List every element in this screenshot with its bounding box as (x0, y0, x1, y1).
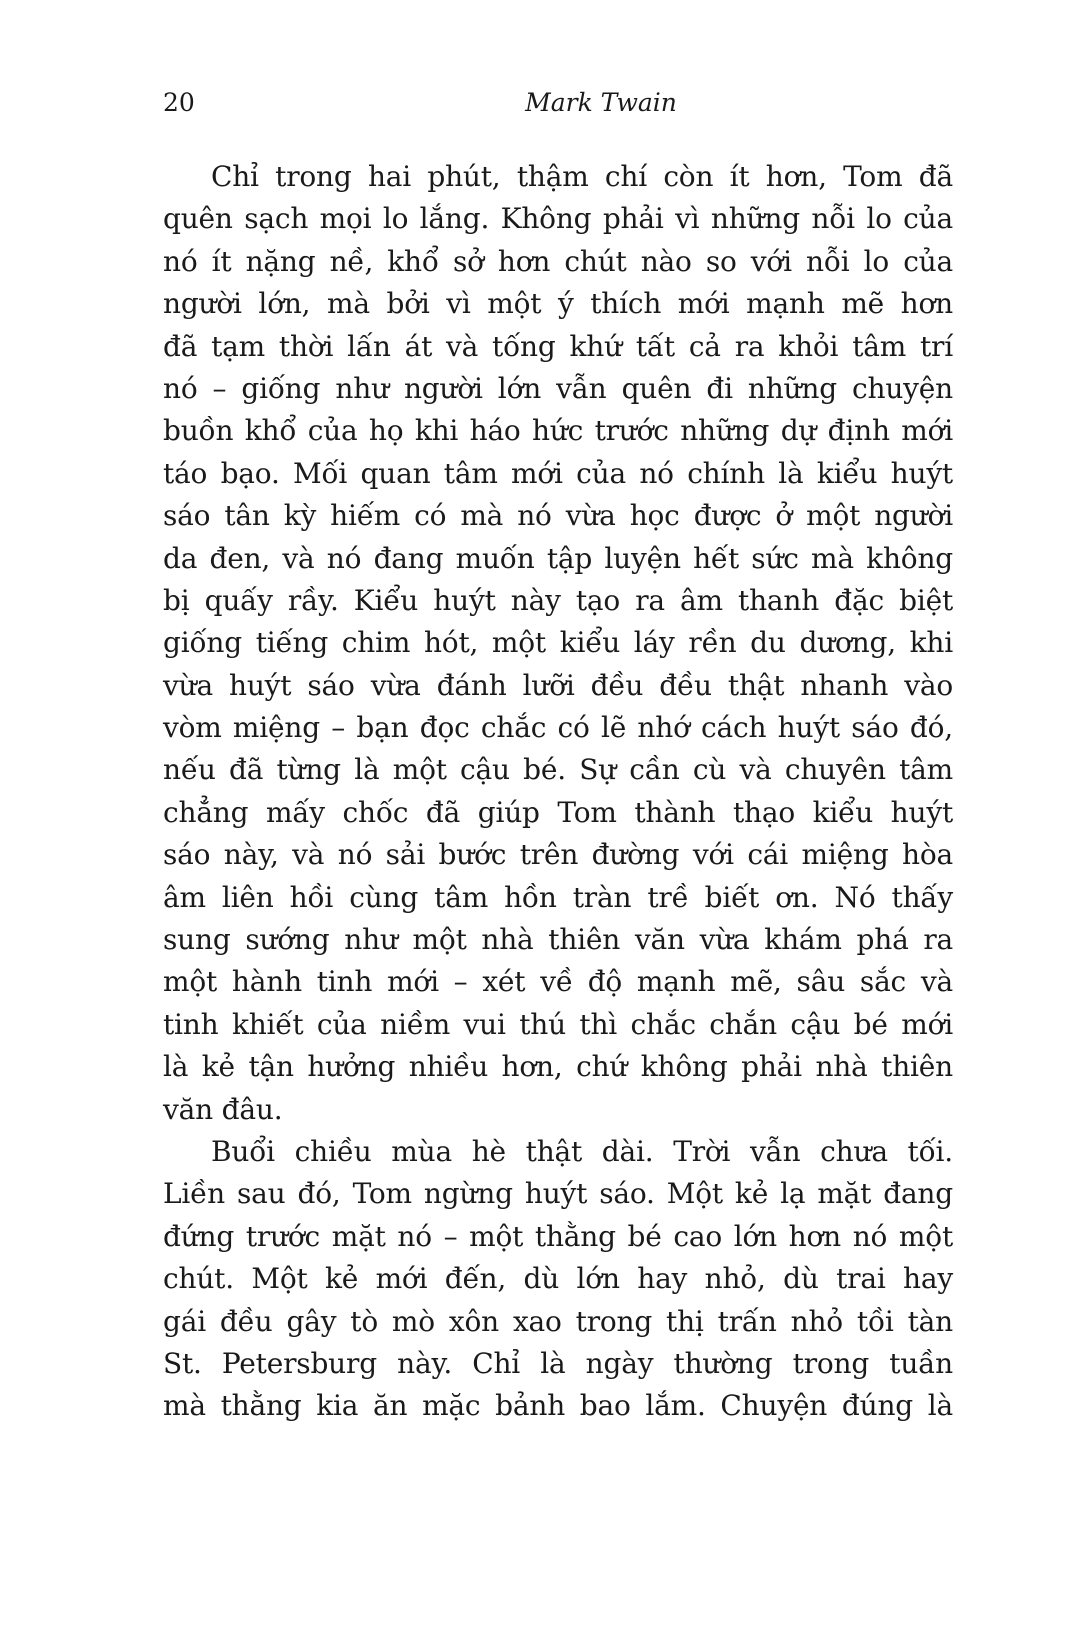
paragraph-1 (163, 156, 953, 1131)
body-text (163, 156, 953, 1428)
text-line: sáo này, và nó sải bước trên đường với cái miệng hòa (163, 838, 953, 872)
text-line: tinh khiết của niềm vui thú thì chắc chắn cậu bé mới (163, 1007, 953, 1041)
text-line: nếu đã từng là một cậu bé. Sự cần cù và chuyên tâm (163, 753, 953, 787)
text-line: âm liên hồi cùng tâm hồn tràn trề biết ơn. Nó thấy (163, 880, 953, 914)
text-line: chút. Một kẻ mới đến, dù lớn hay nhỏ, dù trai hay (163, 1262, 953, 1296)
text-line: một hành tinh mới – xét về độ mạnh mẽ, sâu sắc và (163, 965, 953, 999)
text-line: bị quấy rầy. Kiểu huýt này tạo ra âm thanh đặc biệt (163, 583, 953, 617)
text-line: chẳng mấy chốc đã giúp Tom thành thạo kiểu huýt (163, 795, 953, 829)
text-line: gái đều gây tò mò xôn xao trong thị trấn nhỏ tồi tàn (163, 1304, 953, 1338)
page-header (163, 88, 959, 124)
text-line: sáo tân kỳ hiếm có mà nó vừa học được ở một người (163, 499, 953, 533)
running-title: Mark Twain (525, 88, 677, 117)
text-line: Liền sau đó, Tom ngừng huýt sáo. Một kẻ lạ mặt đang (163, 1177, 953, 1211)
text-line: St. Petersburg này. Chỉ là ngày thường trong tuần (163, 1346, 953, 1380)
text-line: táo bạo. Mối quan tâm mới của nó chính là kiểu huýt (163, 456, 953, 490)
paragraph-2 (163, 1131, 953, 1428)
text-line: vừa huýt sáo vừa đánh lưỡi đều đều thật nhanh vào (163, 668, 953, 702)
text-line: quên sạch mọi lo lắng. Không phải vì những nỗi lo của (163, 202, 953, 236)
text-line: da đen, và nó đang muốn tập luyện hết sức mà không (163, 541, 953, 575)
text-line: Buổi chiều mùa hè thật dài. Trời vẫn chưa tối. (211, 1134, 953, 1168)
text-line: nó – giống như người lớn vẫn quên đi những chuyện (163, 371, 953, 405)
text-line: giống tiếng chim hót, một kiểu láy rền du dương, khi (163, 626, 953, 660)
text-line: Chỉ trong hai phút, thậm chí còn ít hơn, Tom đã (211, 160, 953, 193)
text-line: đã tạm thời lấn át và tống khứ tất cả ra khỏi tâm trí (163, 329, 953, 363)
text-line: nó ít nặng nề, khổ sở hơn chút nào so với nỗi lo của (163, 244, 953, 278)
text-line: vòm miệng – bạn đọc chắc có lẽ nhớ cách huýt sáo đó, (163, 711, 953, 745)
text-line: đứng trước mặt nó – một thằng bé cao lớn hơn nó một (163, 1219, 953, 1253)
page-number: 20 (163, 88, 195, 117)
text-line: sung sướng như một nhà thiên văn vừa khám phá ra (163, 923, 953, 957)
text-line: buồn khổ của họ khi háo hức trước những dự định mới (163, 414, 953, 448)
text-line: người lớn, mà bởi vì một ý thích mới mạnh mẽ hơn (163, 287, 953, 321)
text-line: văn đâu. (163, 1092, 283, 1126)
text-line: là kẻ tận hưởng nhiều hơn, chứ không phải nhà thiên (163, 1050, 953, 1084)
text-line: mà thằng kia ăn mặc bảnh bao lắm. Chuyện đúng là (163, 1389, 953, 1423)
